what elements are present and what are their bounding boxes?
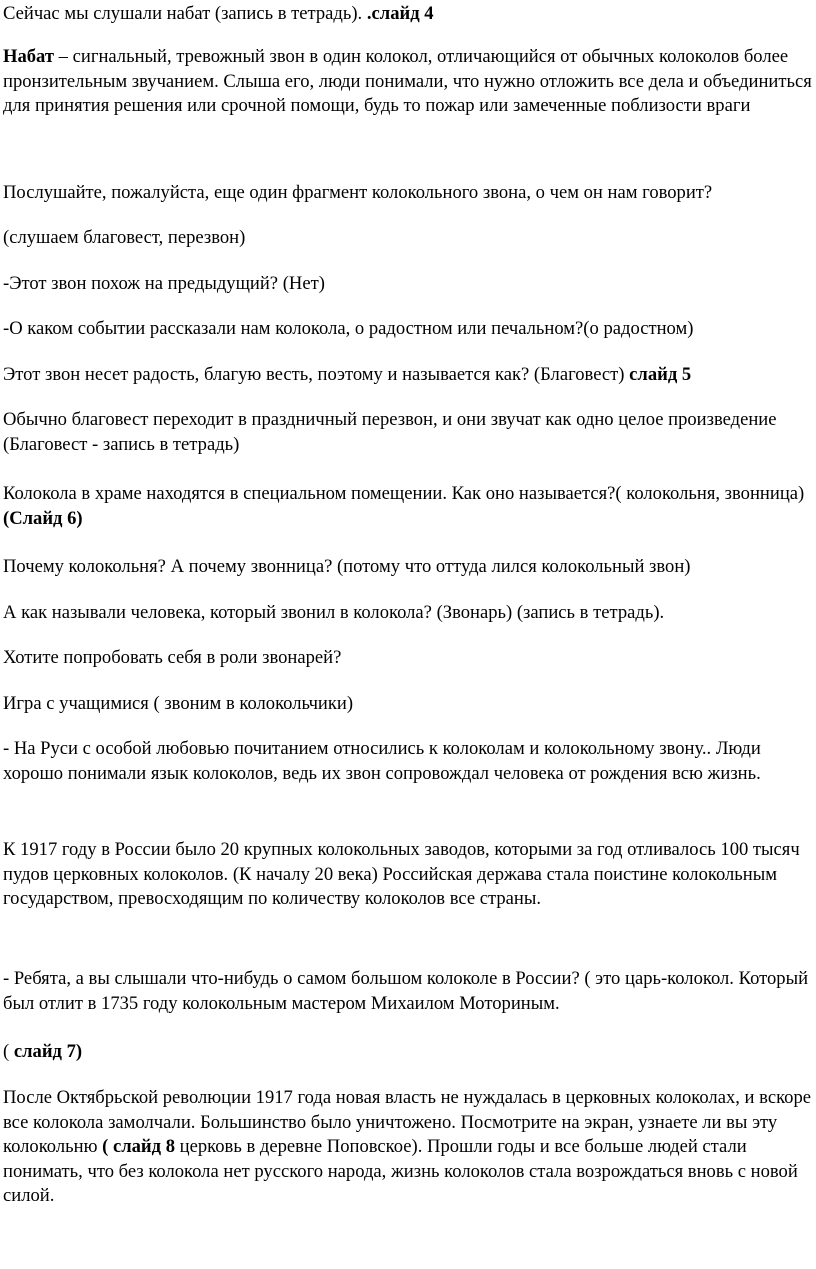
bold-text-run: слайд 5	[629, 364, 692, 385]
paragraph-8	[3, 408, 813, 457]
text-run: -Этот звон похож на предыдущий? (Нет)	[3, 273, 325, 294]
text-run: Хотите попробовать себя в роли звонарей?	[3, 647, 342, 668]
text-run: - На Руси с особой любовью почитанием относились к колоколам и колокольному звону.. Люди хорошо понимали язык колоколов, ведь их звон сопровождал человека от рождения всю жизнь.	[3, 738, 761, 784]
bold-text-run: ( слайд 8	[102, 1136, 175, 1158]
paragraph-16	[3, 967, 813, 1016]
paragraph-5	[3, 272, 813, 297]
paragraph-4	[3, 226, 813, 251]
bold-text-run: слайд 7)	[13, 1041, 83, 1062]
text-run: -О каком событии рассказали нам колокола, о радостном или печальном?(о радостном)	[3, 318, 694, 339]
text-run: Послушайте, пожалуйста, еще один фрагмент колокольного звона, о чем он нам говорит?	[3, 182, 713, 203]
paragraph-17	[3, 1040, 813, 1065]
text-run: - Ребята, а вы слышали что-нибудь о самом большом колоколе в России? ( это царь-колокол. Который был отлит в 1735 году колокольным мастером Михаилом Моториным.	[3, 968, 809, 1014]
text-run: Игра с учащимися ( звоним в колокольчики)	[3, 693, 354, 714]
paragraph-6	[3, 317, 813, 342]
bold-text-run: .слайд 4	[366, 3, 434, 24]
paragraph-7	[3, 363, 813, 388]
text-run: (	[3, 1041, 14, 1062]
paragraph-18	[3, 1086, 813, 1209]
paragraph-9	[3, 482, 813, 531]
text-run: Обычно благовест переходит в праздничный перезвон, и они звучат как одно целое произведение (Благовест - запись в тетрадь)	[3, 409, 777, 455]
text-run: Сейчас мы слушали набат (запись в тетрадь).	[3, 3, 367, 24]
paragraph-3	[3, 181, 813, 206]
bold-text-run: Набат	[3, 46, 55, 67]
bold-text-run: (Слайд 6)	[3, 507, 83, 529]
text-run: После Октябрьской революции 1917 года новая власть не нуждалась в церковных колоколах, и вскоре все колокола замолчали. Большинство было уничтожено. Посмотрите на экран, узнаете ли вы эту колокольню	[3, 1087, 812, 1158]
paragraph-11	[3, 601, 813, 626]
text-run: Этот звон несет радость, благую весть, поэтому и называется как? (Благовест)	[3, 364, 630, 385]
text-run: А как называли человека, который звонил в колокола? (Звонарь) (запись в тетрадь).	[3, 602, 665, 623]
text-run: – сигнальный, тревожный звон в один колокол, отличающийся от обычных колоколов более пронзительным звучанием. Слыша его, люди понимали, что нужно отложить все дела и объединиться для принятия решения или срочной помощи, будь то пожар или замеченные поблизости враги	[3, 46, 812, 117]
paragraph-10	[3, 555, 813, 580]
text-run: церковь в деревне Поповское). Прошли годы и все больше людей стали понимать, что без колокола нет русского народа, жизнь колоколов стала возрождаться вновь с новой силой.	[3, 1136, 798, 1207]
paragraph-12	[3, 646, 813, 671]
text-run: Колокола в храме находятся в специальном помещении. Как оно называется?( колокольня, звонница)	[3, 483, 805, 504]
text-run: (слушаем благовест, перезвон)	[3, 227, 246, 248]
text-run: К 1917 году в России было 20 крупных колокольных заводов, которыми за год отливалось 100 тысяч пудов церковных колоколов. (К началу 20 века) Российская держава стала поистине колокольным государством, превосходящим по количеству колоколов все страны.	[3, 839, 800, 910]
text-run: Почему колокольня? А почему звонница? (потому что оттуда лился колокольный звон)	[3, 556, 691, 577]
paragraph-1	[3, 2, 813, 27]
paragraph-14	[3, 737, 813, 786]
paragraph-13	[3, 692, 813, 717]
paragraph-15	[3, 838, 813, 912]
paragraph-2	[3, 45, 813, 119]
